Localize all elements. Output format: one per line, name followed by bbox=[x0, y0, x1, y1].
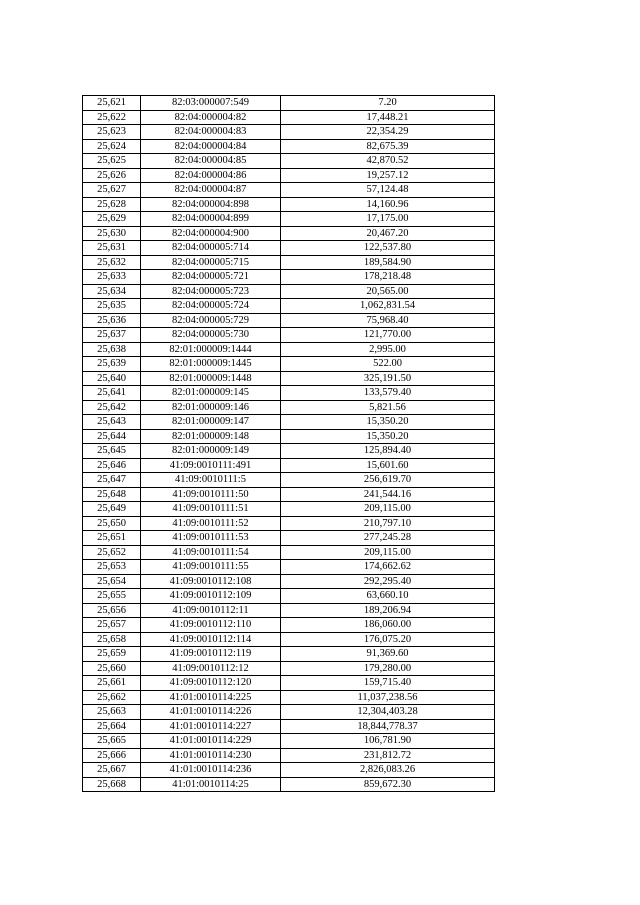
amount-cell: 15,350.20 bbox=[281, 429, 495, 444]
table-row bbox=[83, 386, 495, 401]
table-row bbox=[83, 545, 495, 560]
table-row bbox=[83, 690, 495, 705]
table-row bbox=[83, 719, 495, 734]
table-row bbox=[83, 676, 495, 691]
cadastral-number-cell: 41:09:0010111:50 bbox=[141, 487, 281, 502]
cadastral-number-cell: 41:09:0010111:55 bbox=[141, 560, 281, 575]
table-row bbox=[83, 154, 495, 169]
row-number-cell: 25,653 bbox=[83, 560, 141, 575]
table-row bbox=[83, 763, 495, 778]
table-row bbox=[83, 661, 495, 676]
table-row bbox=[83, 531, 495, 546]
table-row bbox=[83, 299, 495, 314]
cadastral-number-cell: 41:09:0010111:52 bbox=[141, 516, 281, 531]
amount-cell: 91,369.60 bbox=[281, 647, 495, 662]
table-row bbox=[83, 429, 495, 444]
cadastral-number-cell: 41:09:0010112:108 bbox=[141, 574, 281, 589]
row-number-cell: 25,665 bbox=[83, 734, 141, 749]
row-number-cell: 25,660 bbox=[83, 661, 141, 676]
cadastral-number-cell: 82:01:000009:1445 bbox=[141, 357, 281, 372]
amount-cell: 17,175.00 bbox=[281, 212, 495, 227]
amount-cell: 63,660.10 bbox=[281, 589, 495, 604]
amount-cell: 178,218.48 bbox=[281, 270, 495, 285]
row-number-cell: 25,662 bbox=[83, 690, 141, 705]
row-number-cell: 25,668 bbox=[83, 777, 141, 792]
table-row bbox=[83, 183, 495, 198]
cadastral-number-cell: 41:09:0010112:110 bbox=[141, 618, 281, 633]
amount-cell: 15,601.60 bbox=[281, 458, 495, 473]
amount-cell: 19,257.12 bbox=[281, 168, 495, 183]
table-row bbox=[83, 168, 495, 183]
row-number-cell: 25,632 bbox=[83, 255, 141, 270]
row-number-cell: 25,627 bbox=[83, 183, 141, 198]
table-row bbox=[83, 226, 495, 241]
row-number-cell: 25,666 bbox=[83, 748, 141, 763]
amount-cell: 176,075.20 bbox=[281, 632, 495, 647]
amount-cell: 2,826,083.26 bbox=[281, 763, 495, 778]
table-row bbox=[83, 328, 495, 343]
row-number-cell: 25,638 bbox=[83, 342, 141, 357]
amount-cell: 1,062,831.54 bbox=[281, 299, 495, 314]
cadastral-number-cell: 82:04:000004:84 bbox=[141, 139, 281, 154]
row-number-cell: 25,658 bbox=[83, 632, 141, 647]
amount-cell: 7.20 bbox=[281, 96, 495, 111]
table-row bbox=[83, 560, 495, 575]
row-number-cell: 25,654 bbox=[83, 574, 141, 589]
row-number-cell: 25,623 bbox=[83, 125, 141, 140]
table-row bbox=[83, 342, 495, 357]
table-row bbox=[83, 400, 495, 415]
cadastral-number-cell: 41:09:0010111:5 bbox=[141, 473, 281, 488]
cadastral-number-cell: 82:01:000009:1448 bbox=[141, 371, 281, 386]
row-number-cell: 25,633 bbox=[83, 270, 141, 285]
table-row bbox=[83, 313, 495, 328]
row-number-cell: 25,622 bbox=[83, 110, 141, 125]
cadastral-number-cell: 82:01:000009:149 bbox=[141, 444, 281, 459]
table-row bbox=[83, 284, 495, 299]
cadastral-number-cell: 82:04:000004:900 bbox=[141, 226, 281, 241]
amount-cell: 277,245.28 bbox=[281, 531, 495, 546]
table-row bbox=[83, 516, 495, 531]
amount-cell: 11,037,238.56 bbox=[281, 690, 495, 705]
amount-cell: 256,619.70 bbox=[281, 473, 495, 488]
row-number-cell: 25,643 bbox=[83, 415, 141, 430]
cadastral-number-cell: 82:04:000004:85 bbox=[141, 154, 281, 169]
amount-cell: 292,295.40 bbox=[281, 574, 495, 589]
row-number-cell: 25,621 bbox=[83, 96, 141, 111]
row-number-cell: 25,646 bbox=[83, 458, 141, 473]
cadastral-number-cell: 82:04:000005:714 bbox=[141, 241, 281, 256]
cadastral-number-cell: 82:04:000005:730 bbox=[141, 328, 281, 343]
amount-cell: 20,565.00 bbox=[281, 284, 495, 299]
cadastral-number-cell: 41:01:0010114:225 bbox=[141, 690, 281, 705]
amount-cell: 15,350.20 bbox=[281, 415, 495, 430]
cadastral-number-cell: 82:04:000005:723 bbox=[141, 284, 281, 299]
amount-cell: 106,781.90 bbox=[281, 734, 495, 749]
cadastral-number-cell: 82:01:000009:146 bbox=[141, 400, 281, 415]
table-row bbox=[83, 574, 495, 589]
amount-cell: 174,662.62 bbox=[281, 560, 495, 575]
row-number-cell: 25,648 bbox=[83, 487, 141, 502]
table-row bbox=[83, 748, 495, 763]
row-number-cell: 25,667 bbox=[83, 763, 141, 778]
cadastral-number-cell: 82:01:000009:1444 bbox=[141, 342, 281, 357]
cadastral-number-cell: 41:01:0010114:229 bbox=[141, 734, 281, 749]
table-row bbox=[83, 255, 495, 270]
table-row bbox=[83, 473, 495, 488]
row-number-cell: 25,661 bbox=[83, 676, 141, 691]
row-number-cell: 25,634 bbox=[83, 284, 141, 299]
cadastral-number-cell: 82:04:000004:898 bbox=[141, 197, 281, 212]
table-row bbox=[83, 110, 495, 125]
cadastral-number-cell: 82:04:000004:82 bbox=[141, 110, 281, 125]
amount-cell: 22,354.29 bbox=[281, 125, 495, 140]
row-number-cell: 25,636 bbox=[83, 313, 141, 328]
cadastral-number-cell: 41:01:0010114:25 bbox=[141, 777, 281, 792]
cadastral-number-cell: 41:01:0010114:230 bbox=[141, 748, 281, 763]
amount-cell: 179,280.00 bbox=[281, 661, 495, 676]
row-number-cell: 25,652 bbox=[83, 545, 141, 560]
amount-cell: 42,870.52 bbox=[281, 154, 495, 169]
amount-cell: 209,115.00 bbox=[281, 545, 495, 560]
cadastral-number-cell: 41:01:0010114:236 bbox=[141, 763, 281, 778]
cadastral-number-cell: 82:04:000005:715 bbox=[141, 255, 281, 270]
amount-cell: 82,675.39 bbox=[281, 139, 495, 154]
amount-cell: 189,584.90 bbox=[281, 255, 495, 270]
amount-cell: 20,467.20 bbox=[281, 226, 495, 241]
cadastral-number-cell: 82:04:000005:721 bbox=[141, 270, 281, 285]
row-number-cell: 25,639 bbox=[83, 357, 141, 372]
table-row bbox=[83, 502, 495, 517]
row-number-cell: 25,641 bbox=[83, 386, 141, 401]
table-row bbox=[83, 212, 495, 227]
amount-cell: 209,115.00 bbox=[281, 502, 495, 517]
table-row bbox=[83, 647, 495, 662]
row-number-cell: 25,630 bbox=[83, 226, 141, 241]
amount-cell: 210,797.10 bbox=[281, 516, 495, 531]
table-row bbox=[83, 487, 495, 502]
cadastral-number-cell: 82:01:000009:145 bbox=[141, 386, 281, 401]
cadastral-number-cell: 82:04:000004:86 bbox=[141, 168, 281, 183]
table-row bbox=[83, 241, 495, 256]
table-row bbox=[83, 734, 495, 749]
amount-cell: 125,894.40 bbox=[281, 444, 495, 459]
cadastral-number-cell: 41:09:0010111:53 bbox=[141, 531, 281, 546]
amount-cell: 121,770.00 bbox=[281, 328, 495, 343]
table-row bbox=[83, 270, 495, 285]
table-row bbox=[83, 458, 495, 473]
cadastral-number-cell: 41:01:0010114:227 bbox=[141, 719, 281, 734]
amount-cell: 241,544.16 bbox=[281, 487, 495, 502]
table-body bbox=[83, 96, 495, 792]
row-number-cell: 25,640 bbox=[83, 371, 141, 386]
amount-cell: 186,060.00 bbox=[281, 618, 495, 633]
row-number-cell: 25,625 bbox=[83, 154, 141, 169]
row-number-cell: 25,626 bbox=[83, 168, 141, 183]
cadastral-number-cell: 41:09:0010111:54 bbox=[141, 545, 281, 560]
row-number-cell: 25,649 bbox=[83, 502, 141, 517]
row-number-cell: 25,663 bbox=[83, 705, 141, 720]
table-row bbox=[83, 197, 495, 212]
cadastral-number-cell: 82:03:000007:549 bbox=[141, 96, 281, 111]
amount-cell: 133,579.40 bbox=[281, 386, 495, 401]
amount-cell: 189,206.94 bbox=[281, 603, 495, 618]
amount-cell: 159,715.40 bbox=[281, 676, 495, 691]
cadastral-number-cell: 41:09:0010111:51 bbox=[141, 502, 281, 517]
amount-cell: 12,304,403.28 bbox=[281, 705, 495, 720]
table-row bbox=[83, 357, 495, 372]
row-number-cell: 25,629 bbox=[83, 212, 141, 227]
cadastral-number-cell: 82:04:000005:724 bbox=[141, 299, 281, 314]
amount-cell: 17,448.21 bbox=[281, 110, 495, 125]
table-row bbox=[83, 618, 495, 633]
table-row bbox=[83, 603, 495, 618]
table-row bbox=[83, 371, 495, 386]
amount-cell: 5,821.56 bbox=[281, 400, 495, 415]
row-number-cell: 25,631 bbox=[83, 241, 141, 256]
row-number-cell: 25,650 bbox=[83, 516, 141, 531]
amount-cell: 325,191.50 bbox=[281, 371, 495, 386]
amount-cell: 231,812.72 bbox=[281, 748, 495, 763]
row-number-cell: 25,644 bbox=[83, 429, 141, 444]
cadastral-number-cell: 41:09:0010112:109 bbox=[141, 589, 281, 604]
cadastral-number-cell: 41:09:0010112:12 bbox=[141, 661, 281, 676]
amount-cell: 57,124.48 bbox=[281, 183, 495, 198]
amount-cell: 522.00 bbox=[281, 357, 495, 372]
cadastral-number-cell: 41:09:0010112:119 bbox=[141, 647, 281, 662]
amount-cell: 2,995.00 bbox=[281, 342, 495, 357]
table-row bbox=[83, 125, 495, 140]
row-number-cell: 25,647 bbox=[83, 473, 141, 488]
cadastral-number-cell: 41:01:0010114:226 bbox=[141, 705, 281, 720]
cadastral-number-cell: 41:09:0010112:120 bbox=[141, 676, 281, 691]
row-number-cell: 25,664 bbox=[83, 719, 141, 734]
row-number-cell: 25,659 bbox=[83, 647, 141, 662]
row-number-cell: 25,657 bbox=[83, 618, 141, 633]
table-row bbox=[83, 589, 495, 604]
cadastral-number-cell: 82:04:000004:899 bbox=[141, 212, 281, 227]
table-row bbox=[83, 632, 495, 647]
amount-cell: 75,968.40 bbox=[281, 313, 495, 328]
amount-cell: 859,672.30 bbox=[281, 777, 495, 792]
cadastral-number-cell: 82:04:000005:729 bbox=[141, 313, 281, 328]
row-number-cell: 25,628 bbox=[83, 197, 141, 212]
cadastral-number-cell: 41:09:0010111:491 bbox=[141, 458, 281, 473]
row-number-cell: 25,624 bbox=[83, 139, 141, 154]
table-row bbox=[83, 777, 495, 792]
amount-cell: 14,160.96 bbox=[281, 197, 495, 212]
cadastral-number-cell: 82:04:000004:83 bbox=[141, 125, 281, 140]
cadastral-number-cell: 82:01:000009:147 bbox=[141, 415, 281, 430]
table-row bbox=[83, 96, 495, 111]
row-number-cell: 25,656 bbox=[83, 603, 141, 618]
row-number-cell: 25,645 bbox=[83, 444, 141, 459]
row-number-cell: 25,651 bbox=[83, 531, 141, 546]
row-number-cell: 25,637 bbox=[83, 328, 141, 343]
data-table bbox=[82, 95, 495, 792]
table-row bbox=[83, 415, 495, 430]
cadastral-number-cell: 82:01:000009:148 bbox=[141, 429, 281, 444]
row-number-cell: 25,655 bbox=[83, 589, 141, 604]
amount-cell: 122,537.80 bbox=[281, 241, 495, 256]
table-row bbox=[83, 139, 495, 154]
row-number-cell: 25,635 bbox=[83, 299, 141, 314]
table-row bbox=[83, 444, 495, 459]
cadastral-number-cell: 82:04:000004:87 bbox=[141, 183, 281, 198]
cadastral-number-cell: 41:09:0010112:11 bbox=[141, 603, 281, 618]
amount-cell: 18,844,778.37 bbox=[281, 719, 495, 734]
row-number-cell: 25,642 bbox=[83, 400, 141, 415]
cadastral-number-cell: 41:09:0010112:114 bbox=[141, 632, 281, 647]
table-row bbox=[83, 705, 495, 720]
